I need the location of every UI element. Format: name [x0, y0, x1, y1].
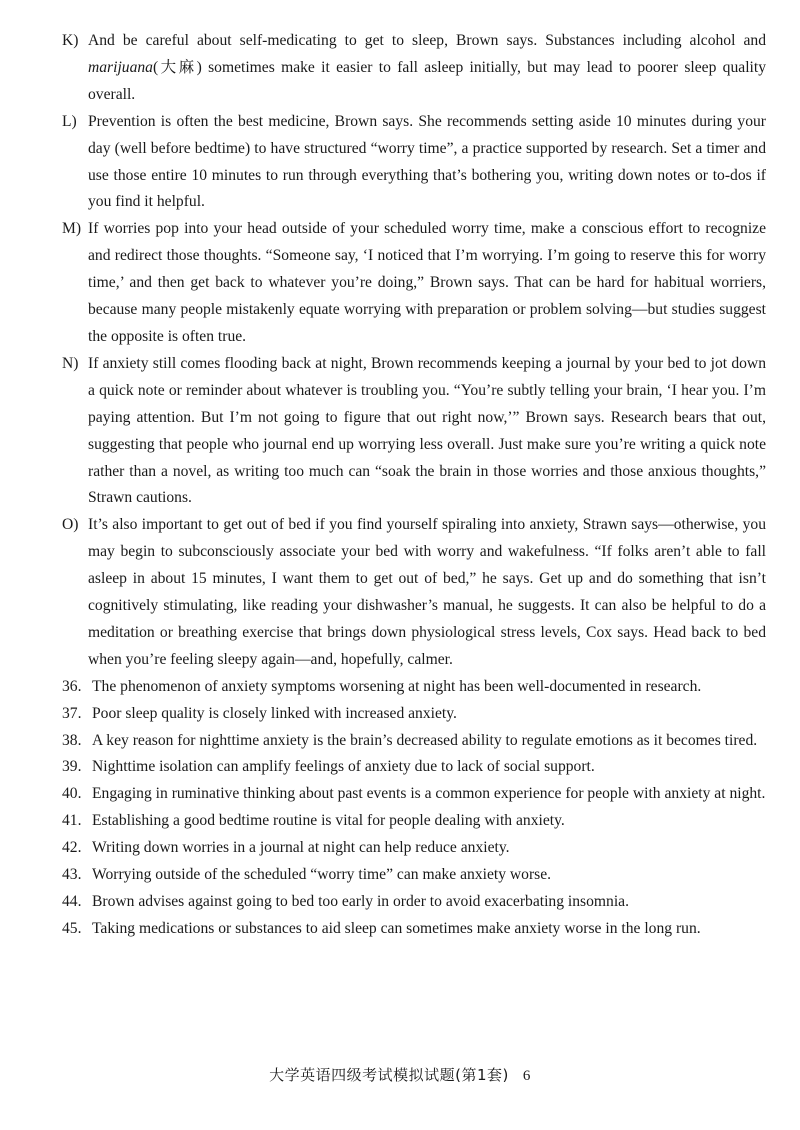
- question-item: [62, 674, 766, 701]
- question-text: Brown advises against going to bed too early in order to avoid exacerbating insomnia.: [92, 893, 629, 910]
- question-item: [62, 916, 766, 943]
- paragraph-label: O): [62, 516, 79, 534]
- question-text: Poor sleep quality is closely linked with increased anxiety.: [92, 704, 457, 722]
- passage-paragraph-n: [62, 351, 766, 512]
- question-item: [62, 862, 766, 889]
- paragraph-text: It’s also important to get out of bed if you find yourself spiraling into anxiety, Strawn says—otherwise, you may begin to subconsciously associate your bed with worry and wakefulness. “If folks aren’t able to fall asleep in about 15 minutes, I want them to get out of bed,” he says. Get up and do something that isn’t cognitively stimulating, like reading your dishwasher’s manual, he suggests. It can also be helpful to do a meditation or breathing exercise that brings down physiological stress levels, Cox says. Head back to bed when you’re feeling sleepy again—and, hopefully, calmer.: [88, 516, 766, 668]
- question-text: A key reason for nighttime anxiety is the brain’s decreased ability to regulate emotions as it becomes tired.: [92, 731, 758, 749]
- question-number: 45.: [62, 919, 82, 937]
- question-item: [62, 754, 766, 781]
- paragraph-label: M): [62, 220, 82, 238]
- paragraph-text: If worries pop into your head outside of your scheduled worry time, make a conscious effort to recognize and redirect those thoughts. “Someone say, ‘I noticed that I’m worrying. I’m going to reserve this for worry time,’ and then get back to whatever you’re doing,” Brown says. That can be hard for habitual worriers, because many people mistakenly equate worrying with preparation or problem solving—but studies suggest the opposite is often true.: [88, 220, 766, 345]
- passage-paragraph-l: [62, 109, 766, 217]
- question-number: 44.: [62, 893, 82, 910]
- question-text: Nighttime isolation can amplify feelings of anxiety due to lack of social support.: [92, 758, 595, 776]
- question-item: [62, 835, 766, 862]
- question-number: 39.: [62, 758, 82, 776]
- question-number: 38.: [62, 731, 82, 749]
- question-text: Writing down worries in a journal at night can help reduce anxiety.: [92, 839, 510, 857]
- exam-page: [62, 28, 766, 943]
- passage-paragraph-k: [62, 28, 766, 109]
- question-item: [62, 781, 766, 808]
- paragraph-text-part: (大麻) sometimes make it easier to fall asleep initially, but may lead to poorer sleep quality overall.: [88, 58, 766, 103]
- question-number: 43.: [62, 866, 82, 884]
- question-item: [62, 889, 766, 916]
- question-number: 37.: [62, 704, 82, 722]
- page-number: 6: [522, 1068, 531, 1084]
- question-text: Establishing a good bedtime routine is vital for people dealing with anxiety.: [92, 812, 565, 830]
- passage-paragraph-o: [62, 512, 766, 673]
- paragraph-text: If anxiety still comes flooding back at night, Brown recommends keeping a journal by your bed to jot down a quick note or reminder about whatever is troubling you. “You’re subtly telling your brain, ‘I hear you. I’m paying attention. But I’m not going to figure that out right now,’” Brown says. Research bears that out, suggesting that people who journal end up worrying less overall. Just make sure you’re writing a quick note rather than a novel, as writing too much can “soak the brain in those worries and those anxious thoughts,” Strawn cautions.: [88, 354, 766, 507]
- question-text: The phenomenon of anxiety symptoms worsening at night has been well-documented in research.: [92, 677, 702, 695]
- question-text: Taking medications or substances to aid sleep can sometimes make anxiety worse in the long run.: [92, 919, 701, 937]
- page-footer: [0, 1064, 800, 1085]
- question-number: 36.: [62, 677, 82, 695]
- question-number: 41.: [62, 812, 82, 830]
- question-item: [62, 728, 766, 755]
- footer-title: 大学英语四级考试模拟试题(第1套): [269, 1066, 509, 1084]
- paragraph-text: Prevention is often the best medicine, Brown says. She recommends setting aside 10 minutes during your day (well before bedtime) to have structured “worry time”, a practice supported by research. Set a timer and use those entire 10 minutes to run through everything that’s bothering you, writing down notes or to-dos if you find it helpful.: [88, 112, 766, 211]
- question-text: Worrying outside of the scheduled “worry time” can make anxiety worse.: [92, 866, 552, 884]
- paragraph-text-part: And be careful about self-medicating to get to sleep, Brown says. Substances including alcohol and: [88, 32, 766, 49]
- paragraph-label: K): [62, 32, 79, 49]
- paragraph-italic-term: marijuana: [88, 58, 153, 76]
- question-text: Engaging in ruminative thinking about past events is a common experience for people with anxiety at night.: [92, 785, 766, 803]
- question-number: 40.: [62, 785, 82, 803]
- passage-paragraph-m: [62, 216, 766, 351]
- paragraph-label: N): [62, 354, 79, 372]
- question-number: 42.: [62, 839, 82, 857]
- question-item: [62, 808, 766, 835]
- question-item: [62, 701, 766, 728]
- paragraph-label: L): [62, 112, 77, 130]
